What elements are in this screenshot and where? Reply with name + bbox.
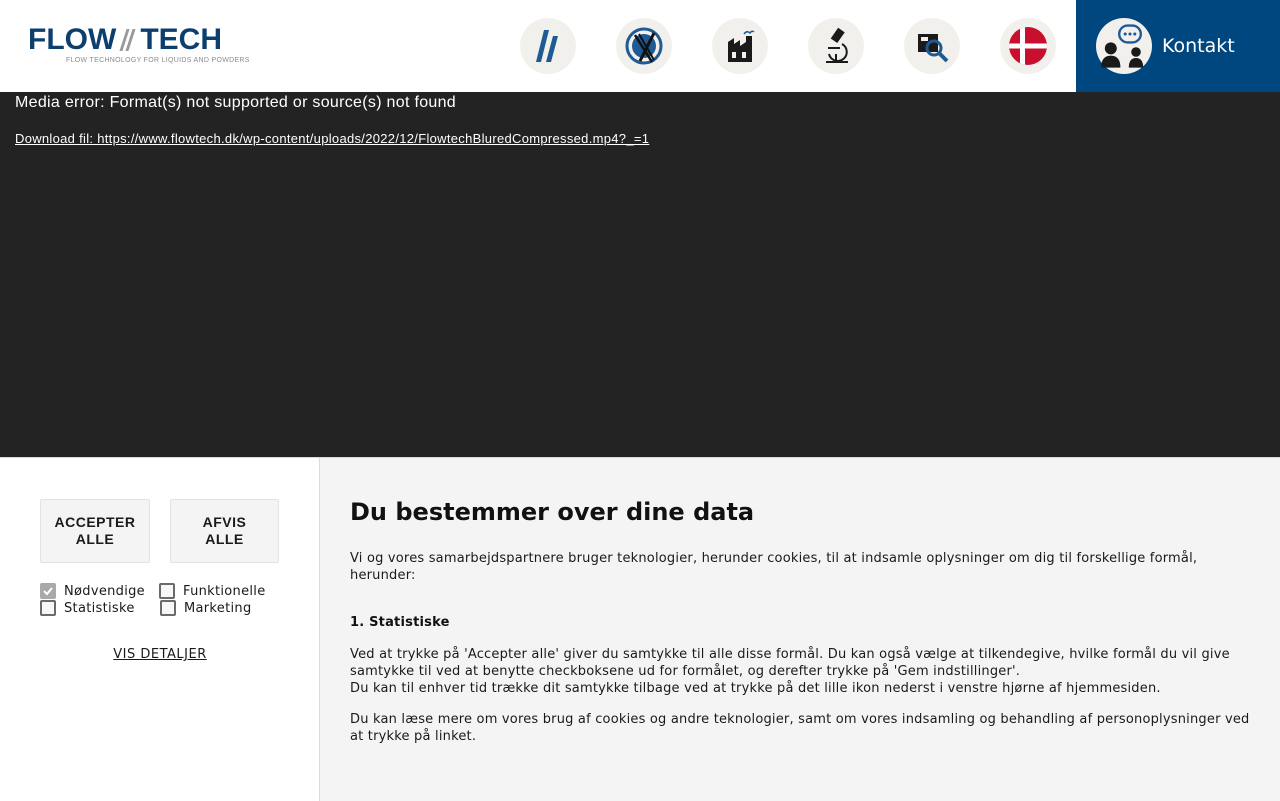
nav-industry[interactable] <box>712 18 768 74</box>
checkmark-icon <box>42 585 54 597</box>
microscope-icon <box>816 26 856 66</box>
show-details-link[interactable]: VIS DETALJER <box>113 647 207 662</box>
more-info-text: Du kan læse mere om vores brug af cookies og andre teknologier, samt om vores indsamling og behandling af personoplysninger ved at trykke på linket. <box>350 712 1250 744</box>
checkbox-functional-label: Funktionelle <box>183 583 266 599</box>
logo-tagline: FLOW TECHNOLOGY FOR LIQUIDS AND POWDERS <box>66 57 250 64</box>
nav-language-danish[interactable] <box>1000 18 1056 74</box>
withdraw-text: Du kan til enhver tid trække dit samtykke tilbage ved at trykke på det lille ikon nederst i venstre hjørne af hjemmesiden. <box>350 681 1161 696</box>
logo-wordmark <box>28 25 240 55</box>
accept-all-button[interactable] <box>40 499 150 563</box>
flowtech-logo[interactable] <box>28 23 250 67</box>
reject-all-button[interactable] <box>170 499 279 563</box>
search-catalog-icon <box>912 26 952 66</box>
cookie-controls <box>0 458 320 801</box>
checkbox-statistics-row <box>40 600 135 616</box>
hero-video <box>0 92 1280 458</box>
danish-flag-icon <box>1008 26 1048 66</box>
checkbox-functional-row <box>159 583 266 599</box>
consent-text: Ved at trykke på 'Accepter alle' giver du samtykke til alle disse formål. Du kan også vælge at tilkendegive, hvilke formål du vil give samtykke til ved at benytte checkboksene ud for formålet, og derefter trykke på 'Gem indstillinger'. <box>350 647 1230 679</box>
purpose-heading: 1. Statistiske <box>350 615 450 630</box>
media-error-message: Media error: Format(s) not supported or source(s) not found <box>15 94 456 111</box>
reject-all-label-line1: AFVIS <box>202 514 247 530</box>
cookie-intro-text: Vi og vores samarbejdspartnere bruger teknologier, herunder cookies, til at indsamle oplysninger om dig til forskellige formål, herunder: <box>350 551 1198 583</box>
checkbox-marketing[interactable] <box>160 600 176 616</box>
nav-laboratory[interactable] <box>808 18 864 74</box>
video-download-link[interactable]: Download fil: https://www.flowtech.dk/wp-content/uploads/2022/12/FlowtechBluredCompressed.mp4?_=1 <box>15 131 650 146</box>
factory-icon <box>720 26 760 66</box>
cookie-consent-banner <box>0 457 1280 800</box>
checkbox-marketing-row <box>160 600 252 616</box>
accept-all-label-line1: ACCEPTER <box>54 514 136 530</box>
logo-text-tech: TECH <box>140 23 222 56</box>
nav-flowtech-brand[interactable] <box>520 18 576 74</box>
accept-all-label-line2: ALLE <box>75 531 115 547</box>
cookie-information <box>320 458 1280 801</box>
checkbox-necessary[interactable] <box>40 583 56 599</box>
logo-slash-mark <box>118 27 138 53</box>
contact-label: Kontakt <box>1162 35 1235 57</box>
checkbox-necessary-row <box>40 583 145 599</box>
nav-food[interactable] <box>616 18 672 74</box>
cookie-title: Du bestemmer over dine data <box>350 498 755 526</box>
checkbox-marketing-label: Marketing <box>184 600 252 616</box>
contact-button[interactable] <box>1076 0 1280 92</box>
checkbox-statistics[interactable] <box>40 600 56 616</box>
contact-support-icon <box>1096 18 1152 74</box>
flowtech-brand-icon <box>528 26 568 66</box>
checkbox-statistics-label: Statistiske <box>64 600 135 616</box>
logo-text-flow: FLOW <box>28 23 117 56</box>
food-cutlery-icon <box>624 26 664 66</box>
site-header <box>0 0 1280 92</box>
nav-product-search[interactable] <box>904 18 960 74</box>
checkbox-necessary-label: Nødvendige <box>64 583 145 599</box>
checkbox-functional[interactable] <box>159 583 175 599</box>
reject-all-label-line2: ALLE <box>205 531 244 547</box>
